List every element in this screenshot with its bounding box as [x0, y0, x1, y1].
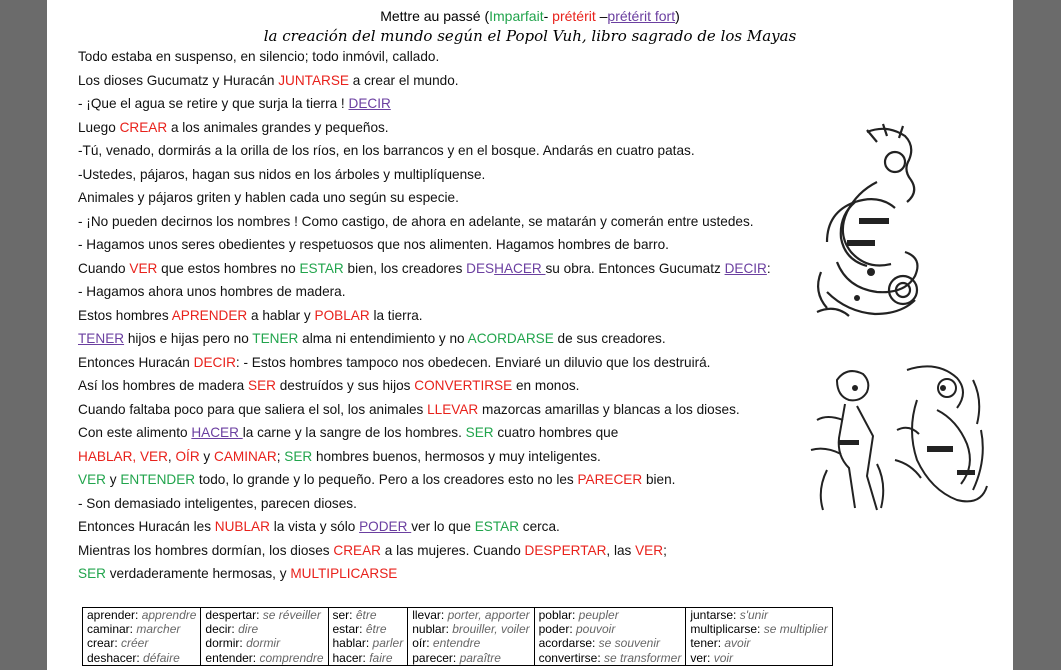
- story-text-segment: su obra. Entonces Gucumatz: [545, 260, 725, 276]
- story-line: [78, 539, 818, 563]
- verb-to-conjugate: HACER: [494, 260, 546, 276]
- page-subtitle: [47, 27, 1013, 45]
- story-text-segment: hijos e hijas pero no: [124, 331, 253, 346]
- verb-to-conjugate: PODER: [359, 519, 412, 534]
- story-text-segment: Entonces Huracán les: [78, 519, 215, 534]
- verb-to-conjugate: MULTIPLICARSE: [290, 566, 398, 581]
- story-text-segment: que estos hombres no: [157, 260, 300, 276]
- story-text: [78, 45, 818, 586]
- verb-to-conjugate: PARECER: [577, 472, 643, 487]
- vocabulary-table: [82, 607, 833, 666]
- verb-to-conjugate: LLEVAR: [427, 401, 479, 417]
- vocabulary-entry: [690, 636, 827, 650]
- story-text-segment: de sus creadores.: [553, 331, 666, 346]
- french-translation: faire: [369, 650, 393, 665]
- spanish-verb: acordarse:: [538, 636, 599, 651]
- story-text-segment: Cuando: [78, 260, 130, 276]
- french-translation: brouiller, voiler: [452, 622, 530, 637]
- story-line: [78, 210, 818, 234]
- subtitle-part: la creación del mundo según el: [263, 27, 506, 45]
- vocabulary-entry: [333, 608, 404, 622]
- vocabulary-entry: [205, 651, 323, 665]
- vocabulary-entry: [412, 636, 529, 650]
- verb-to-conjugate: CAMINAR: [214, 448, 277, 464]
- story-line: [78, 398, 818, 422]
- story-text-segment: -Tú, venado, dormirás a la orilla de los ríos, en los barrancos y en el bosque. Andarás en cuatro patas.: [78, 143, 695, 158]
- spanish-verb: dormir:: [205, 636, 247, 651]
- spanish-verb: multiplicarse:: [690, 622, 764, 637]
- vocabulary-entry: [412, 651, 529, 665]
- french-translation: défaire: [143, 650, 180, 665]
- verb-to-conjugate: ESTAR: [474, 519, 520, 534]
- vocabulary-entry: [87, 622, 196, 636]
- vocabulary-entry: [412, 622, 529, 636]
- title-suffix: ): [675, 8, 680, 24]
- vocabulary-entry: [539, 636, 682, 650]
- french-translation: créer: [121, 636, 149, 651]
- story-line: [78, 186, 818, 210]
- verb-to-conjugate: HACER: [191, 425, 243, 440]
- vocabulary-entry: [333, 651, 404, 665]
- verb-to-conjugate: ACORDARSE: [467, 331, 554, 346]
- french-translation: marcher: [136, 622, 181, 637]
- story-text-segment: , las: [606, 542, 636, 558]
- story-text-segment: ;: [276, 448, 285, 464]
- story-text-segment: Los dioses Gucumatz y Huracán: [78, 72, 279, 88]
- story-text-segment: destruídos y sus hijos: [275, 378, 415, 393]
- spanish-verb: convertirse:: [538, 650, 604, 665]
- story-text-segment: Cuando faltaba poco para que saliera el sol, los animales: [78, 401, 428, 417]
- story-text-segment: cerca.: [519, 519, 560, 534]
- story-text-segment: Así los hombres de madera: [78, 378, 249, 393]
- spanish-verb: oír:: [412, 636, 433, 651]
- verb-to-conjugate: SER: [284, 448, 313, 464]
- title-prefix: Mettre au passé (: [380, 8, 490, 24]
- spanish-verb: crear:: [87, 636, 122, 651]
- french-translation: paraître: [459, 650, 501, 665]
- story-text-segment: Entonces Huracán: [78, 354, 194, 370]
- french-translation: dire: [238, 622, 259, 637]
- spanish-verb: nublar:: [412, 622, 453, 637]
- french-translation: entendre: [432, 636, 481, 651]
- vocabulary-entry: [690, 651, 827, 665]
- vocabulary-entry: [205, 608, 323, 622]
- french-translation: parler: [372, 636, 404, 651]
- verb-to-conjugate: JUNTARSE: [278, 72, 349, 88]
- verb-to-conjugate: APRENDER: [171, 307, 248, 323]
- spanish-verb: parecer:: [412, 650, 460, 665]
- vocabulary-entry: [539, 608, 682, 622]
- vocabulary-column: [83, 608, 201, 666]
- story-text-segment: todo, lo grande y lo pequeño. Pero a los creadores esto no les: [195, 472, 578, 487]
- verb-to-conjugate: DECIR: [724, 260, 767, 276]
- story-line: [78, 468, 818, 492]
- story-text-segment: - ¡No pueden decirnos los nombres ! Como castigo, de ahora en adelante, se matarán y comerán entre ustedes.: [78, 213, 754, 229]
- spanish-verb: hacer:: [332, 650, 370, 665]
- verb-to-conjugate: SER: [78, 566, 106, 581]
- story-text-segment: Todo estaba en suspenso, en silencio; todo inmóvil, callado.: [78, 49, 440, 64]
- verb-to-conjugate: CREAR: [119, 119, 168, 135]
- maya-figures-illustration: [797, 360, 992, 520]
- verb-to-conjugate: CREAR: [333, 542, 381, 558]
- story-text-segment: y: [105, 472, 121, 487]
- vocabulary-entry: [87, 608, 196, 622]
- verb-to-conjugate: HABLAR, VER: [78, 448, 168, 464]
- spanish-verb: decir:: [205, 622, 239, 637]
- story-text-segment: : - Estos hombres tampoco nos obedecen. Enviaré un diluvio que los destruirá.: [235, 354, 711, 370]
- maya-serpent-illustration: [807, 122, 937, 330]
- story-text-segment: y: [199, 448, 214, 464]
- verb-to-conjugate: DECIR: [193, 354, 236, 370]
- french-translation: porter, apporter: [447, 608, 530, 622]
- french-translation: voir: [713, 650, 734, 665]
- french-translation: être: [365, 622, 387, 637]
- verb-to-conjugate: VER: [78, 472, 106, 487]
- verb-to-conjugate: NUBLAR: [214, 519, 270, 534]
- verb-to-conjugate: DECIR: [348, 96, 391, 111]
- spanish-verb: tener:: [690, 636, 725, 651]
- story-text-segment: Luego: [78, 119, 120, 135]
- vocabulary-entry: [539, 622, 682, 636]
- verb-to-conjugate: VER: [129, 260, 158, 276]
- story-text-segment: - ¡Que el agua se retire y que surja la tierra !: [78, 96, 349, 111]
- verb-to-conjugate: TENER: [78, 331, 125, 346]
- spanish-verb: ser:: [332, 608, 356, 622]
- spanish-verb: poblar:: [538, 608, 579, 622]
- subtitle-book-title: Popol Vuh,: [505, 27, 587, 45]
- verb-to-conjugate: TENER: [252, 331, 299, 346]
- vocabulary-entry: [205, 636, 323, 650]
- story-text-segment: a los animales grandes y pequeños.: [167, 119, 389, 135]
- story-text-segment: la tierra.: [369, 307, 423, 323]
- story-text-segment: - Hagamos unos seres obedientes y respetuosos que nos alimenten. Hagamos hombres de barro.: [78, 237, 669, 252]
- story-text-segment: ,: [167, 448, 176, 464]
- spanish-verb: caminar:: [87, 622, 137, 637]
- story-text-segment: bien.: [642, 472, 676, 487]
- story-text-segment: bien, los creadores: [343, 260, 467, 276]
- story-text-segment: mazorcas amarillas y blancas a los dioses.: [478, 401, 740, 417]
- story-text-segment: - Hagamos ahora unos hombres de madera.: [78, 284, 346, 299]
- vocabulary-column: [201, 608, 328, 666]
- story-text-segment: en monos.: [512, 378, 580, 393]
- story-text-segment: alma ni entendimiento y no: [298, 331, 468, 346]
- story-line: [78, 445, 818, 469]
- spanish-verb: estar:: [332, 622, 366, 637]
- story-text-segment: - Son demasiado inteligentes, parecen dioses.: [78, 495, 357, 511]
- story-text-segment: Mientras los hombres dormían, los dioses: [78, 542, 334, 558]
- story-line: [78, 116, 818, 140]
- story-text-segment: Animales y pájaros griten y hablen cada uno según su especie.: [78, 190, 459, 205]
- story-text-segment: ;: [663, 542, 667, 558]
- title-separator: -: [543, 8, 553, 24]
- document-page: [47, 0, 1013, 670]
- vocabulary-entry: [539, 651, 682, 665]
- story-text-segment: la vista y sólo: [269, 519, 360, 534]
- story-line: [78, 257, 818, 281]
- french-translation: pouvoir: [575, 622, 616, 637]
- subtitle-part: libro sagrado de los Mayas: [586, 27, 797, 45]
- title-separator: –: [595, 8, 608, 24]
- verb-to-conjugate: POBLAR: [314, 307, 370, 323]
- french-translation: dormir: [246, 636, 281, 651]
- spanish-verb: ver:: [690, 650, 714, 665]
- spanish-verb: poder:: [538, 622, 576, 637]
- story-line: [78, 562, 818, 586]
- vocabulary-entry: [333, 636, 404, 650]
- story-text-segment: la carne y la sangre de los hombres.: [242, 425, 466, 440]
- french-translation: se transformer: [603, 650, 682, 665]
- spanish-verb: hablar:: [332, 636, 373, 651]
- vocabulary-entry: [690, 608, 827, 622]
- french-translation: peupler: [578, 608, 619, 622]
- vocabulary-entry: [205, 622, 323, 636]
- vocabulary-column: [534, 608, 686, 666]
- story-line: [78, 304, 818, 328]
- story-line: [78, 139, 818, 163]
- verb-to-conjugate: ENTENDER: [120, 472, 196, 487]
- verb-to-conjugate: SER: [465, 425, 494, 440]
- story-line: [78, 92, 818, 116]
- story-text-segment: verdaderamente hermosas, y: [105, 566, 291, 581]
- story-text-segment: a las mujeres. Cuando: [380, 542, 525, 558]
- spanish-verb: llevar:: [412, 608, 448, 622]
- vocabulary-row: [83, 608, 833, 666]
- story-text-segment: Estos hombres: [78, 307, 172, 323]
- story-text-segment: ver lo que: [411, 519, 475, 534]
- story-line: [78, 233, 818, 257]
- vocabulary-entry: [412, 608, 529, 622]
- spanish-verb: aprender:: [87, 608, 142, 622]
- french-translation: se souvenir: [598, 636, 661, 651]
- verb-to-conjugate: ESTAR: [299, 260, 344, 276]
- verb-to-conjugate: CONVERTIRSE: [414, 378, 513, 393]
- french-translation: se réveiller: [262, 608, 321, 622]
- story-text-segment: a hablar y: [247, 307, 315, 323]
- vocabulary-entry: [87, 651, 196, 665]
- title-preterit-fort: prétérit fort: [607, 8, 676, 24]
- french-translation: comprendre: [259, 650, 324, 665]
- vocabulary-entry: [87, 636, 196, 650]
- verb-to-conjugate: DESPERTAR: [524, 542, 607, 558]
- french-translation: être: [355, 608, 377, 622]
- vocabulary-column: [408, 608, 534, 666]
- page-title: [47, 8, 1013, 24]
- french-translation: se multiplier: [763, 622, 828, 637]
- french-translation: s'unir: [739, 608, 769, 622]
- vocabulary-entry: [333, 622, 404, 636]
- verb-to-conjugate: VER: [635, 542, 664, 558]
- story-line: [78, 515, 818, 539]
- story-text-segment: :: [766, 260, 771, 276]
- story-text-segment: Con este alimento: [78, 425, 192, 440]
- vocabulary-column: [328, 608, 408, 666]
- verb-to-conjugate: OÍR: [175, 448, 200, 464]
- spanish-verb: juntarse:: [690, 608, 740, 622]
- spanish-verb: deshacer:: [87, 650, 144, 665]
- story-line: [78, 280, 818, 304]
- spanish-verb: entender:: [205, 650, 260, 665]
- story-text-segment: -Ustedes, pájaros, hagan sus nidos en los árboles y multiplíquense.: [78, 166, 486, 182]
- story-line: [78, 327, 818, 351]
- story-text-segment: cuatro hombres que: [493, 425, 619, 440]
- story-line: [78, 69, 818, 93]
- story-text-segment: a crear el mundo.: [348, 72, 459, 88]
- story-line: [78, 421, 818, 445]
- verb-to-conjugate: SER: [248, 378, 276, 393]
- story-line: [78, 45, 818, 69]
- story-text-segment: hombres buenos, hermosos y muy inteligentes.: [312, 448, 601, 464]
- french-translation: avoir: [724, 636, 751, 651]
- story-line: [78, 351, 818, 375]
- vocabulary-entry: [690, 622, 827, 636]
- title-imparfait: Imparfait: [489, 8, 544, 24]
- story-line: [78, 374, 818, 398]
- vocabulary-column: [686, 608, 832, 666]
- spanish-verb: despertar:: [205, 608, 263, 622]
- story-line: [78, 492, 818, 516]
- verb-to-conjugate: DES: [466, 260, 495, 276]
- french-translation: apprendre: [141, 608, 197, 622]
- story-line: [78, 163, 818, 187]
- title-preterit: prétérit: [552, 8, 596, 24]
